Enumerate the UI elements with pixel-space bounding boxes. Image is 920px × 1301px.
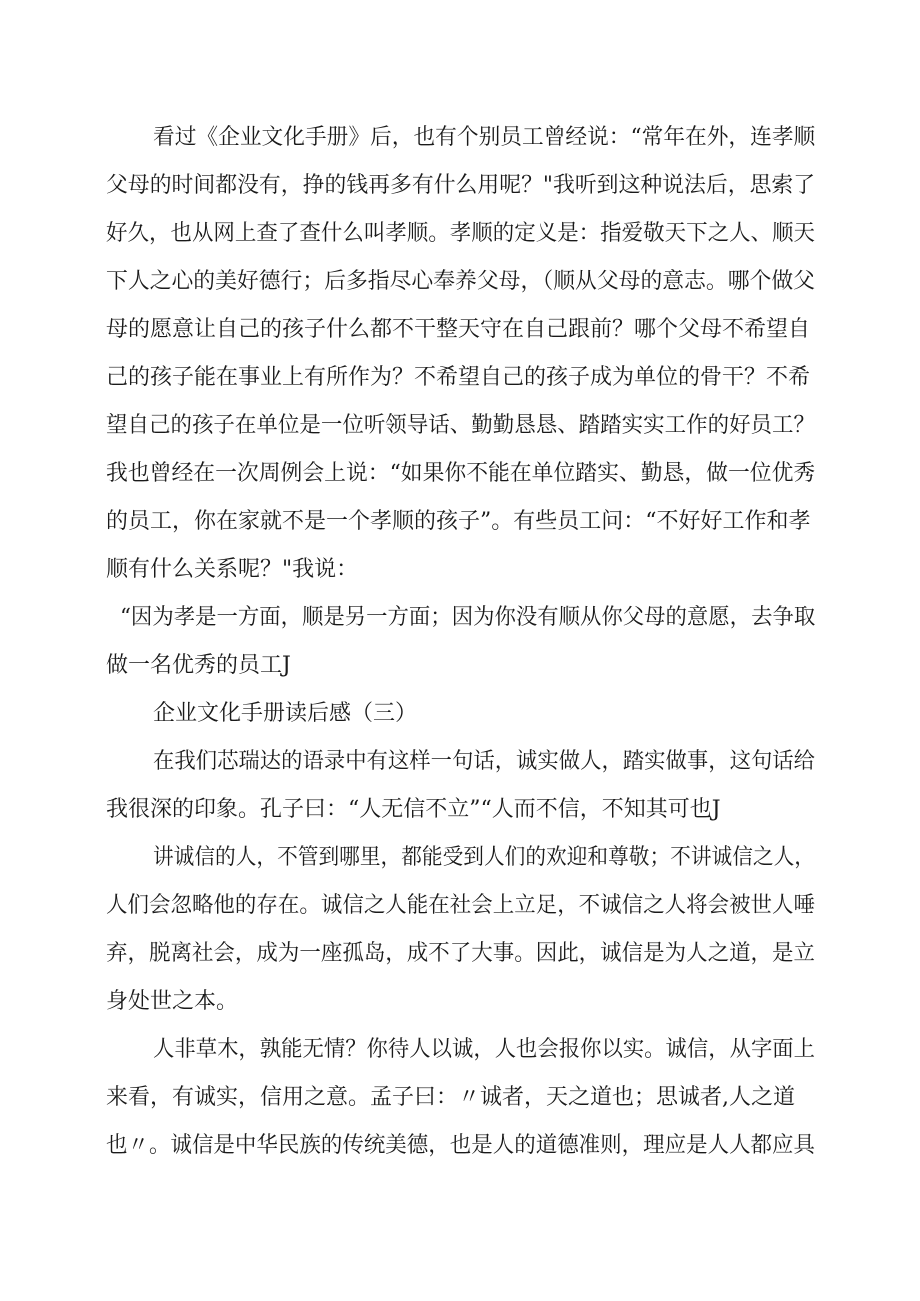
body-line: 做一名优秀的员工J bbox=[106, 653, 291, 678]
body-line: 我很深的印象。孔子曰：“人无信不立”“人而不信，不知其可也J bbox=[106, 797, 721, 822]
body-line: 人们会忽略他的存在。诚信之人能在社会上立足，不诚信之人将会被世人唾 bbox=[106, 893, 816, 918]
body-line: 看过《企业文化手册》后，也有个别员工曾经说：“常年在外，连孝顺 bbox=[153, 125, 816, 150]
section-heading: 企业文化手册读后感（三） bbox=[153, 701, 418, 726]
body-line: 望自己的孩子在单位是一位听领导话、勤勤恳恳、踏踏实实工作的好员工？ bbox=[106, 413, 816, 438]
body-line: 我也曾经在一次周例会上说：“如果你不能在单位踏实、勤恳，做一位优秀 bbox=[106, 461, 816, 486]
body-line: 的员工，你在家就不是一个孝顺的孩子”。有些员工问：“不好好工作和孝 bbox=[106, 509, 811, 534]
body-line: 下人之心的美好德行；后多指尽心奉养父母，（顺从父母的意志。哪个做父 bbox=[106, 269, 816, 294]
body-line: 身处世之本。 bbox=[106, 989, 239, 1014]
body-line: 顺有什么关系呢？"我说： bbox=[106, 557, 359, 582]
body-line: 母的愿意让自己的孩子什么都不干整天守在自己跟前？哪个父母不希望自 bbox=[106, 317, 811, 342]
body-line: 己的孩子能在事业上有所作为？不希望自己的孩子成为单位的骨干？不希 bbox=[106, 365, 811, 390]
body-line: 在我们芯瑞达的语录中有这样一句话，诚实做人，踏实做事，这句话给 bbox=[153, 749, 816, 774]
body-line: 来看，有诚实，信用之意。孟子曰：〃诚者，天之道也；思诚者,人之道 bbox=[106, 1085, 795, 1110]
body-line: 人非草木，孰能无情？你待人以诚，人也会报你以实。诚信，从字面上 bbox=[153, 1037, 816, 1062]
body-line: 好久，也从网上查了查什么叫孝顺。孝顺的定义是：指爱敬天下之人、顺天 bbox=[106, 221, 816, 246]
body-line: 父母的时间都没有，挣的钱再多有什么用呢？"我听到这种说法后，思索了 bbox=[106, 173, 816, 198]
body-line: 弃，脱离社会，成为一座孤岛，成不了大事。因此，诚信是为人之道，是立 bbox=[106, 941, 816, 966]
body-line: 讲诚信的人，不管到哪里，都能受到人们的欢迎和尊敬；不讲诚信之人， bbox=[153, 845, 815, 870]
body-line: “因为孝是一方面，顺是另一方面；因为你没有顺从你父母的意愿，去争取 bbox=[120, 605, 816, 630]
body-line: 也〃。诚信是中华民族的传统美德，也是人的道德准则，理应是人人都应具 bbox=[106, 1133, 816, 1158]
